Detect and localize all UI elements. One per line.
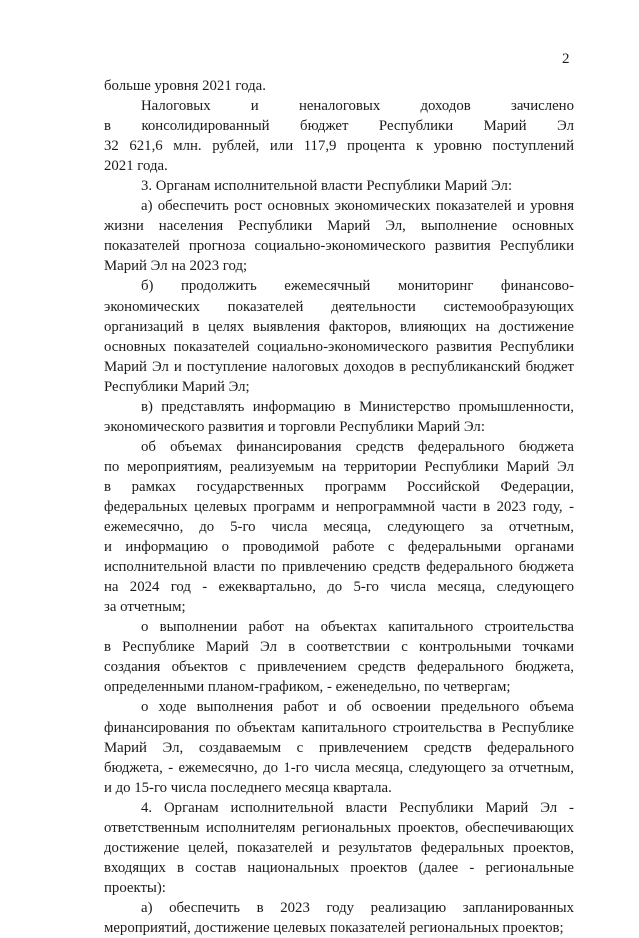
paragraph-line: организаций в целях выявления факторов, влияющих на достижение	[104, 318, 574, 335]
paragraph-line: за отчетным;	[104, 599, 186, 616]
paragraph-line: и информацию о проводимой работе с федеральными органами	[104, 539, 574, 556]
paragraph-line: Налоговых и неналоговых доходов зачислено	[141, 98, 574, 115]
paragraph-line: жизни населения Республики Марий Эл, выполнение основных	[104, 218, 574, 235]
page-number: 2	[562, 51, 570, 67]
paragraph-line: о ходе выполнения работ и об освоении предельного объема	[141, 699, 574, 716]
paragraph-line: и до 15-го числа последнего месяца квартала.	[104, 779, 392, 796]
paragraph-line: достижение целей, показателей и результатов федеральных проектов,	[104, 839, 574, 856]
paragraph-line: ответственным исполнителям региональных проектов, обеспечивающих	[104, 819, 574, 836]
paragraph-line: бюджета, - ежемесячно, до 1-го числа месяца, следующего за отчетным,	[104, 759, 574, 776]
paragraph-line: а) обеспечить в 2023 году реализацию запланированных	[141, 899, 574, 916]
paragraph-line: Марий Эл на 2023 год;	[104, 258, 248, 275]
paragraph-line: мероприятий, достижение целевых показателей региональных проектов;	[104, 919, 564, 936]
paragraph-line: больше уровня 2021 года.	[104, 78, 266, 94]
paragraph-line: создания объектов с привлечением средств федерального бюджета,	[104, 659, 574, 676]
paragraph-line: Марий Эл, создаваемым с привлечением средств федерального	[104, 739, 574, 756]
paragraph-line: финансирования по объектам капитального строительства в Республике	[104, 719, 574, 736]
paragraph-line: а) обеспечить рост основных экономических показателей и уровня	[141, 198, 574, 215]
paragraph-line: 2021 года.	[104, 158, 168, 175]
paragraph-line: экономического развития и торговли Республики Марий Эл:	[104, 418, 485, 435]
paragraph-line: проекты):	[104, 879, 166, 896]
paragraph-line: показателей прогноза социально-экономического развития Республики	[104, 238, 574, 255]
paragraph-line: об объемах финансирования средств федерального бюджета	[141, 438, 574, 455]
paragraph-line: экономических показателей деятельности системообразующих	[104, 298, 574, 315]
paragraph-line: 4. Органам исполнительной власти Республики Марий Эл -	[141, 799, 574, 816]
paragraph-line: исполнительной власти по привлечению средств федерального бюджета	[104, 559, 574, 576]
paragraph-line: в консолидированный бюджет Республики Марий Эл	[104, 118, 574, 135]
paragraph-line: в Республике Марий Эл в соответствии с контрольными точками	[104, 639, 574, 656]
paragraph-line: на 2024 год - ежеквартально, до 5-го числа месяца, следующего	[104, 579, 574, 596]
paragraph-line: Республики Марий Эл;	[104, 378, 250, 395]
paragraph-line: 3. Органам исполнительной власти Республики Марий Эл:	[141, 178, 513, 195]
paragraph-line: основных показателей социально-экономического развития Республики	[104, 338, 574, 355]
paragraph-line: входящих в состав национальных проектов (далее - региональные	[104, 859, 574, 876]
paragraph-line: федеральных целевых программ и непрограммной части в 2023 году, -	[104, 498, 574, 515]
paragraph-line: о выполнении работ на объектах капитального строительства	[141, 619, 574, 636]
paragraph-line: ежемесячно, до 5-го числа месяца, следующего за отчетным,	[104, 519, 574, 536]
paragraph-line: по мероприятиям, реализуемым на территории Республики Марий Эл	[104, 458, 574, 475]
paragraph-line: 32 621,6 млн. рублей, или 117,9 процента к уровню поступлений	[104, 138, 574, 155]
document-body	[104, 76, 574, 938]
paragraph-line: в рамках государственных программ Российской Федерации,	[104, 478, 574, 495]
paragraph-line: определенными планом-графиком, - еженедельно, по четвергам;	[104, 679, 511, 696]
paragraph-line: в) представлять информацию в Министерство промышленности,	[141, 398, 574, 415]
paragraph-line: б) продолжить ежемесячный мониторинг финансово-	[141, 278, 574, 295]
paragraph-line: Марий Эл и поступление налоговых доходов в республиканский бюджет	[104, 358, 574, 375]
